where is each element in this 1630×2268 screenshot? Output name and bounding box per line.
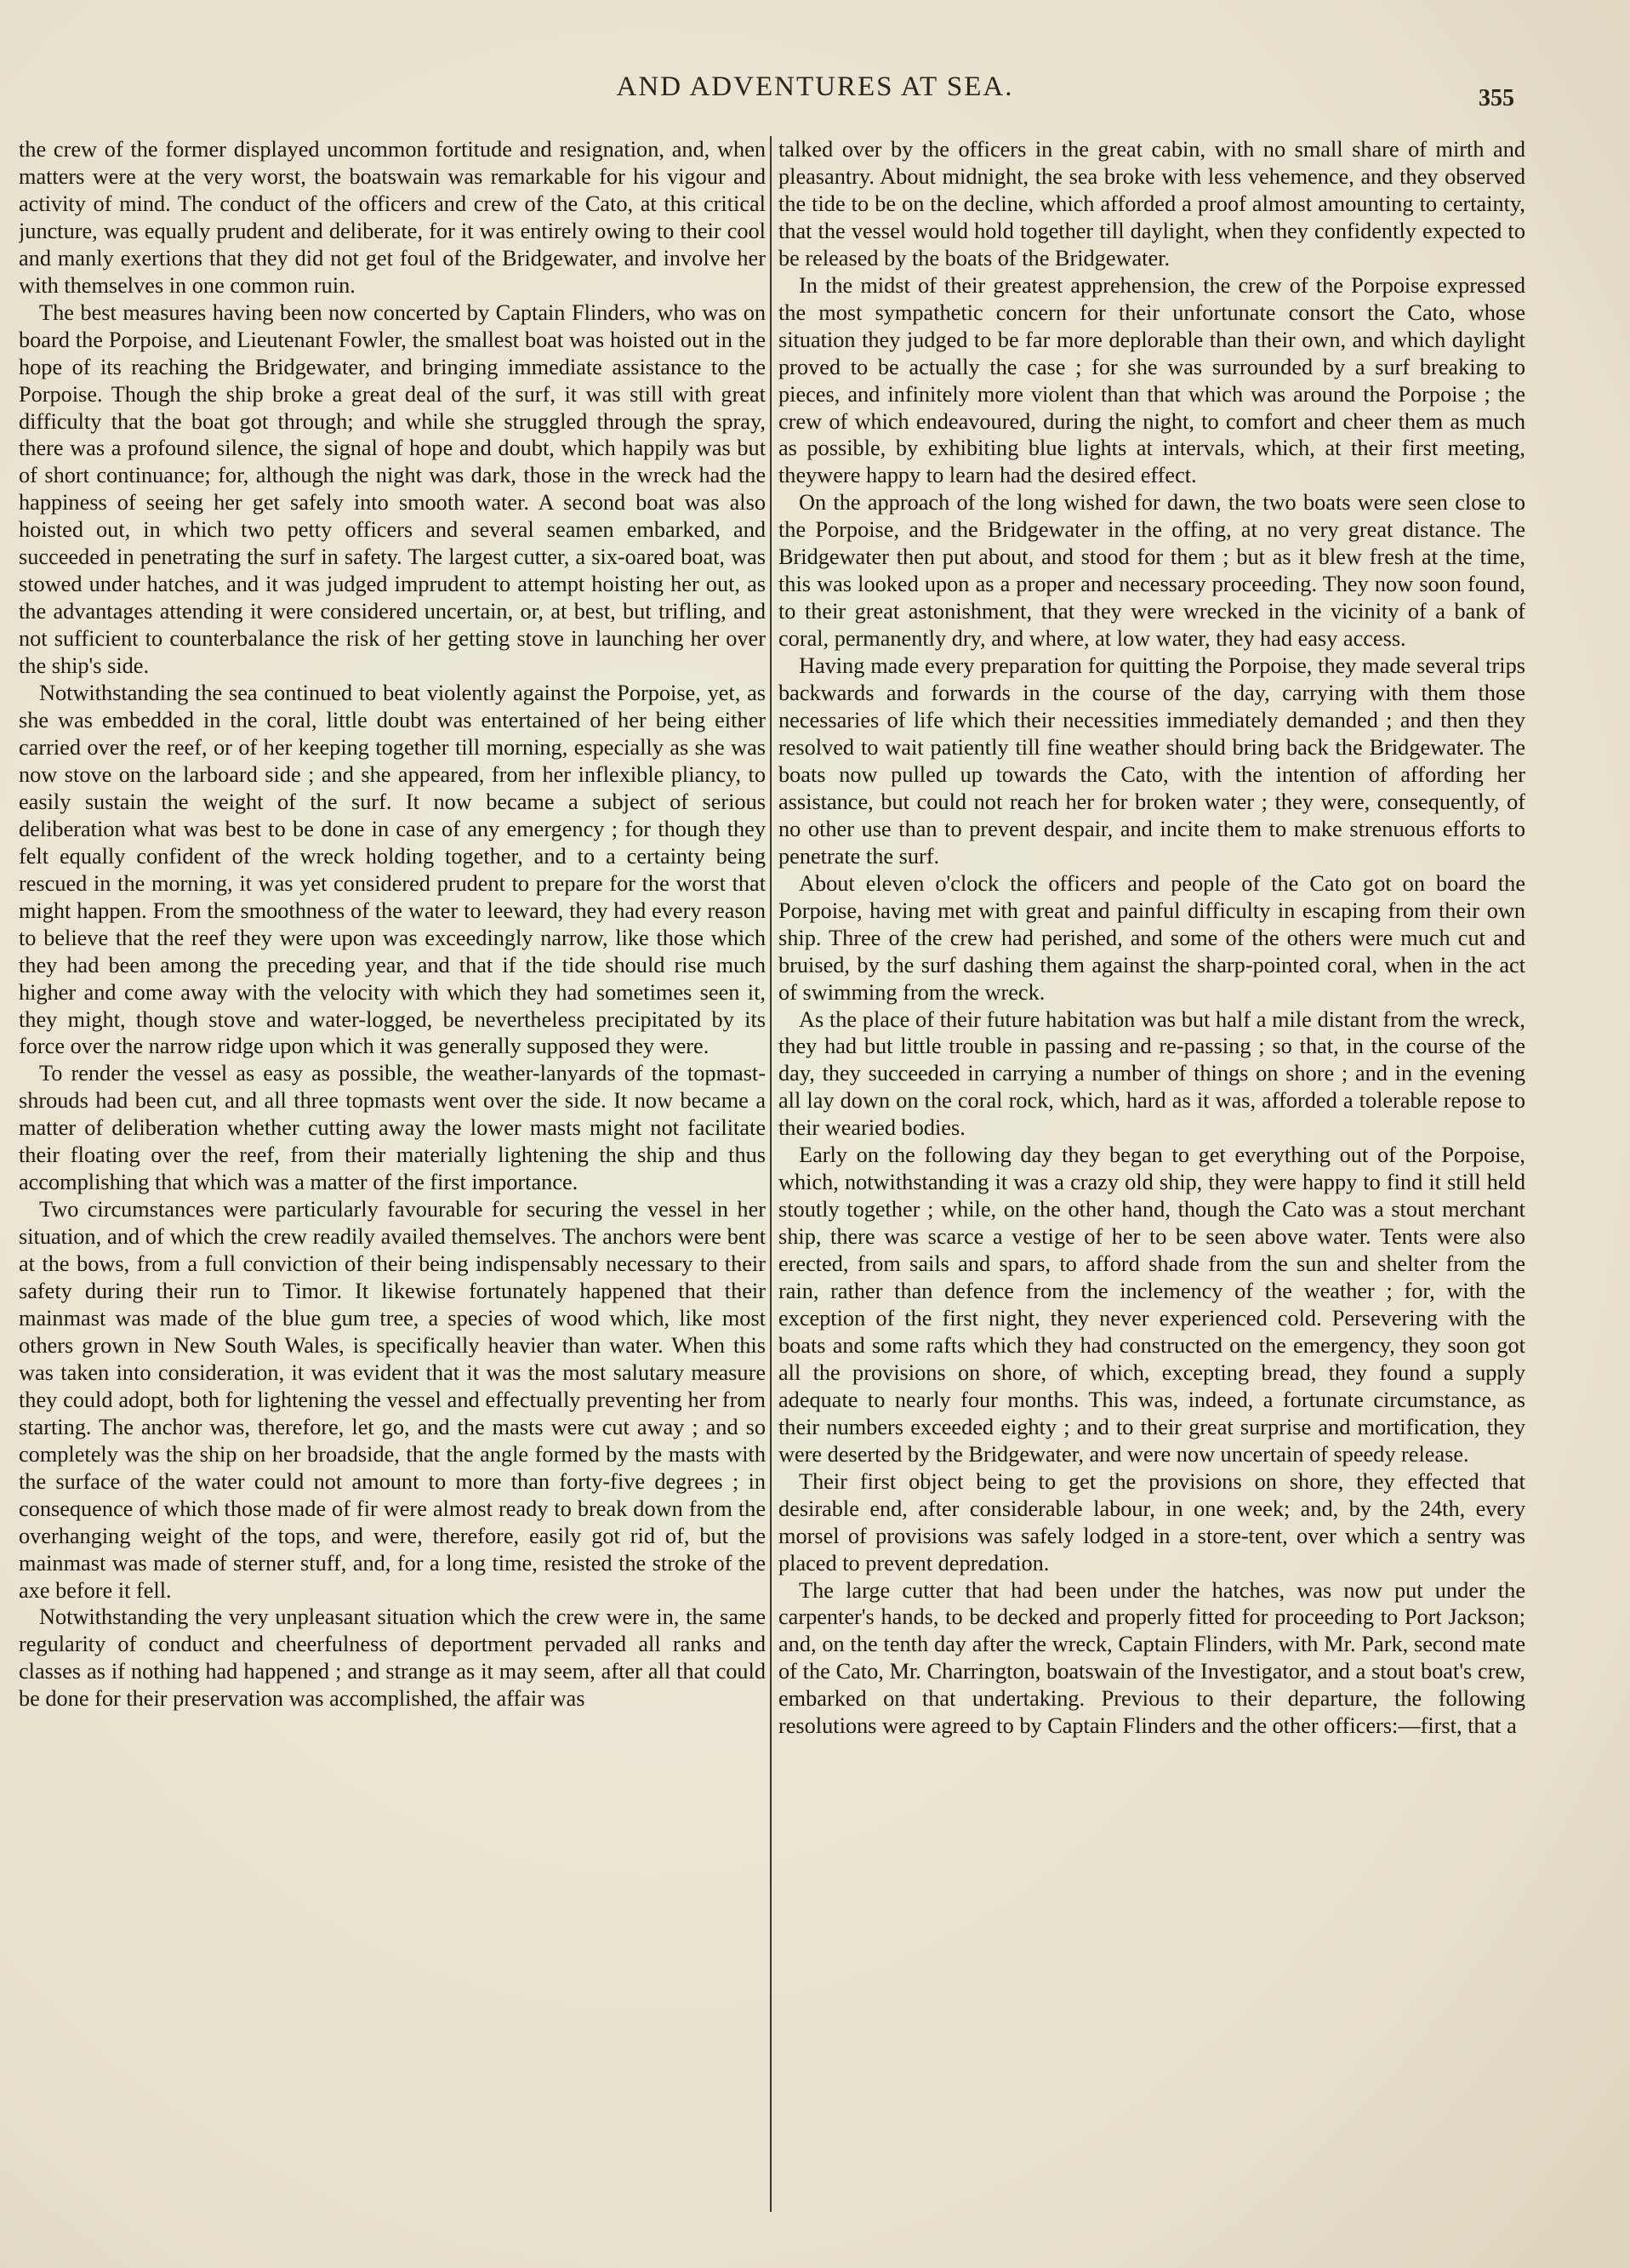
paragraph: About eleven o'clock the officers and people of the Cato got on board the Porpoise, having met with great and painful difficulty in escaping from their own ship. Three of the crew had perished, and some of the others were much cut and bruised, by the surf dashing them against the sharp-pointed coral, when in the act of swimming from the wreck. [778, 870, 1525, 1005]
running-title: AND ADVENTURES AT SEA. [616, 71, 1014, 102]
paragraph: Early on the following day they began to get everything out of the Porpoise, which, notwithstanding it was a crazy old ship, they were happy to find it still held stoutly together ; while, on the other hand, though the Cato was a stout merchant ship, there was scarce a vestige of her to be seen above water. Tents were also erected, from sails and spars, to afford shade from the sun and shelter from the rain, rather than defence from the inclemency of the weather ; for, with the exception of the first night, they never experienced cold. Persevering with the boats and some rafts which they had constructed on the emergency, they soon got all the provisions on shore, of which, excepting bread, they found a supply adequate to nearly four months. This was, indeed, a fortunate circumstance, as their numbers exceeded eighty ; and to their great surprise and mortification, they were deserted by the Bridgewater, and were now uncertain of speedy release. [778, 1143, 1525, 1467]
page-number: 355 [1479, 85, 1514, 111]
paragraph: talked over by the officers in the great cabin, with no small share of mirth and pleasantry. About midnight, the sea broke with less vehemence, and they observed the tide to be on the decline, which afforded a proof almost amounting to certainty, that the vessel would hold together till daylight, when they confidently expected to be released by the boats of the Bridgewater. [778, 137, 1525, 271]
paragraph: Having made every preparation for quitting the Porpoise, they made several trips backwards and forwards in the course of the day, carrying with them those necessaries of life which their necessities immediately demanded ; and then they resolved to wait patiently till fine weather should bring back the Bridgewater. The boats now pulled up towards the Cato, with the intention of affording her assistance, but could not reach her for broken water ; they were, consequently, of no other use than to prevent despair, and incite them to make strenuous efforts to penetrate the surf. [778, 653, 1525, 869]
page-header [0, 71, 1630, 114]
paragraph: Notwithstanding the sea continued to beat violently against the Porpoise, yet, as she was embedded in the coral, little doubt was entertained of her being either carried over the reef, or of her keeping together till morning, especially as she was now stove on the larboard side ; and she appeared, from her inflexible pliancy, to easily sustain the weight of the surf. It now became a subject of serious deliberation what was best to be done in case of any emergency ; for though they felt equally confident of the wreck holding together, and to a certainty being rescued in the morning, it was yet considered prudent to prepare for the worst that might happen. From the smoothness of the water to leeward, they had every reason to believe that the reef they were upon was exceedingly narrow, like those which they had been among the preceding year, and that if the tide should rise much higher and come away with the velocity with which they had sometimes seen it, they might, though stove and water-logged, be nevertheless precipitated by its force over the narrow ridge upon which it was generally supposed they were. [19, 681, 766, 1059]
paragraph: In the midst of their greatest apprehension, the crew of the Porpoise expressed the most sympathetic concern for their unfortunate consort the Cato, whose situation they judged to be far more deplorable than their own, and which daylight proved to be actually the case ; for she was surrounded by a surf breaking to pieces, and infinitely more violent than that which was around the Porpoise ; the crew of which endeavoured, during the night, to comfort and cheer them as much as possible, by exhibiting blue lights at intervals, which, at their first meeting, theywere happy to learn had the desired effect. [778, 272, 1525, 488]
paragraph: Their first object being to get the provisions on shore, they effected that desirable end, after considerable labour, in one week; and, by the 24th, every morsel of provisions was safely lodged in a store-tent, over which a sentry was placed to prevent depredation. [778, 1468, 1525, 1576]
column-divider [770, 136, 772, 2212]
paragraph: Notwithstanding the very unpleasant situation which the crew were in, the same regularity of conduct and cheerfulness of deportment pervaded all ranks and classes as if nothing had happened ; and strange as it may seem, after all that could be done for their preservation was accomplished, the affair was [19, 1604, 766, 1712]
paragraph: The best measures having been now concerted by Captain Flinders, who was on board the Porpoise, and Lieutenant Fowler, the smallest boat was hoisted out in the hope of its reaching the Bridgewater, and bringing immediate assistance to the Porpoise. Though the ship broke a great deal of the surf, it was still with great difficulty that the boat got through; and while she struggled through the spray, there was a profound silence, the signal of hope and doubt, which happily was but of short continuance; for, although the night was dark, those in the wreck had the happiness of seeing her get safely into smooth water. A second boat was also hoisted out, in which two petty officers and several seamen embarked, and succeeded in penetrating the surf in safety. The largest cutter, a six-oared boat, was stowed under hatches, and it was judged imprudent to attempt hoisting her out, as the advantages attending it were considered uncertain, or, at best, but trifling, and not sufficient to counterbalance the risk of her getting stove in launching her over the ship's side. [19, 299, 766, 679]
right-column [778, 136, 1525, 2212]
paragraph: As the place of their future habitation was but half a mile distant from the wreck, they had but little trouble in passing and re-passing ; so that, in the course of the day, they succeeded in carrying a number of things on shore ; and in the evening all lay down on the coral rock, which, hard as it was, afforded a tolerable repose to their wearied bodies. [778, 1006, 1525, 1141]
paragraph: The large cutter that had been under the hatches, was now put under the carpenter's hands, to be decked and properly fitted for proceeding to Port Jackson; and, on the tenth day after the wreck, Captain Flinders, with Mr. Park, second mate of the Cato, Mr. Charrington, boatswain of the Investigator, and a stout boat's crew, embarked on that undertaking. Previous to their departure, the following resolutions were agreed to by Captain Flinders and the other officers:—first, that a [778, 1577, 1525, 1739]
paragraph: Two circumstances were particularly favourable for securing the vessel in her situation, and of which the crew readily availed themselves. The anchors were bent at the bows, from a full conviction of their being indispensably necessary to their safety during their run to Timor. It likewise fortunately happened that their mainmast was made of the blue gum tree, a species of wood which, like most others grown in New South Wales, is specifically heavier than water. When this was taken into consideration, it was evident that it was the most salutary measure they could adopt, both for lightening the vessel and effectually preventing her from starting. The anchor was, therefore, let go, and the masts were cut away ; and so completely was the ship on her broadside, that the angle formed by the masts with the surface of the water could not amount to more than forty-five degrees ; in consequence of which those made of fir were almost ready to break down from the overhanging weight of the tops, and were, therefore, easily got rid of, but the mainmast was made of sterner stuff, and, for a long time, resisted the stroke of the axe before it fell. [19, 1197, 766, 1603]
left-column [19, 136, 766, 2212]
paragraph: the crew of the former displayed uncommon fortitude and resignation, and, when matters were at the very worst, the boatswain was remarkable for his vigour and activity of mind. The conduct of the officers and crew of the Cato, at this critical juncture, was equally prudent and deliberate, for it was entirely owing to their cool and manly exertions that they did not get foul of the Bridgewater, and involve her with themselves in one common ruin. [19, 137, 766, 298]
paragraph: To render the vessel as easy as possible, the weather-lanyards of the topmast-shrouds had been cut, and all three topmasts went over the side. It now became a matter of deliberation whether cutting away the lower masts might not facilitate their floating over the reef, from their materially lightening the ship and thus accomplishing that which was a matter of the first importance. [19, 1061, 766, 1195]
paragraph: On the approach of the long wished for dawn, the two boats were seen close to the Porpoise, and the Bridgewater in the offing, at no very great distance. The Bridgewater then put about, and stood for them ; but as it blew fresh at the time, this was looked upon as a proper and necessary proceeding. They now soon found, to their great astonishment, that they were wrecked in the vicinity of a bank of coral, permanently dry, and where, at low water, they had easy access. [778, 490, 1525, 652]
